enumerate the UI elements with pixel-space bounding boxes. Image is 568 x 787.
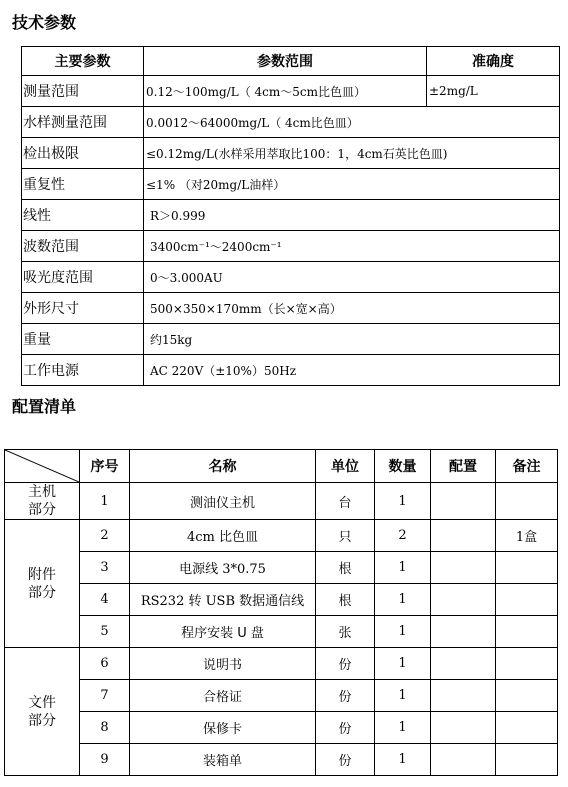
spec-header-accuracy: 准确度 <box>427 47 560 76</box>
row-cfg <box>431 712 496 744</box>
spec-range: 约15kg <box>144 324 560 355</box>
row-name: 电源线 3*0.75 <box>130 552 316 584</box>
row-cfg <box>431 616 496 648</box>
spec-name: 水样测量范围 <box>22 107 144 138</box>
config-row <box>5 744 558 776</box>
row-qty: 1 <box>375 616 431 648</box>
config-row <box>5 483 558 520</box>
spec-range: ≤0.12mg/L(水样采用萃取比100：1，4cm石英比色皿) <box>144 138 560 169</box>
row-qty: 1 <box>375 648 431 680</box>
row-unit: 份 <box>316 648 375 680</box>
spec-row <box>22 355 560 386</box>
row-unit: 根 <box>316 584 375 616</box>
spec-name: 检出极限 <box>22 138 144 169</box>
spec-range: 0.0012～64000mg/L（ 4cm比色皿） <box>144 107 560 138</box>
config-table <box>4 449 558 776</box>
row-note <box>496 584 558 616</box>
spec-row <box>22 231 560 262</box>
spec-range: 3400cm⁻¹～2400cm⁻¹ <box>144 231 560 262</box>
config-header-note: 备注 <box>496 450 558 483</box>
row-note <box>496 712 558 744</box>
spec-name: 外形尺寸 <box>22 293 144 324</box>
row-no: 5 <box>80 616 130 648</box>
diagonal-line <box>5 450 79 482</box>
row-cfg <box>431 680 496 712</box>
config-row <box>5 712 558 744</box>
group-host: 主机 部分 <box>5 483 80 520</box>
config-row <box>5 680 558 712</box>
spec-range: AC 220V（±10%）50Hz <box>144 355 560 386</box>
config-header-name: 名称 <box>130 450 316 483</box>
diagonal-header-cell <box>5 450 80 483</box>
row-cfg <box>431 520 496 552</box>
config-row <box>5 520 558 552</box>
row-no: 8 <box>80 712 130 744</box>
row-note: 1盒 <box>496 520 558 552</box>
row-qty: 1 <box>375 680 431 712</box>
config-header-cfg: 配置 <box>431 450 496 483</box>
config-row <box>5 584 558 616</box>
row-note <box>496 680 558 712</box>
row-qty: 1 <box>375 483 431 520</box>
row-qty: 1 <box>375 552 431 584</box>
spec-range: 500×350×170mm（长×宽×高） <box>144 293 560 324</box>
row-note <box>496 616 558 648</box>
config-row <box>5 648 558 680</box>
row-note <box>496 552 558 584</box>
row-unit: 份 <box>316 712 375 744</box>
spec-name: 吸光度范围 <box>22 262 144 293</box>
config-header-qty: 数量 <box>375 450 431 483</box>
row-no: 7 <box>80 680 130 712</box>
row-no: 3 <box>80 552 130 584</box>
row-cfg <box>431 584 496 616</box>
row-name: 说明书 <box>130 648 316 680</box>
config-header-unit: 单位 <box>316 450 375 483</box>
config-header-no: 序号 <box>80 450 130 483</box>
config-row <box>5 616 558 648</box>
spec-name: 工作电源 <box>22 355 144 386</box>
spec-row <box>22 262 560 293</box>
spec-header-range: 参数范围 <box>144 47 427 76</box>
spec-row <box>22 138 560 169</box>
spec-name: 重量 <box>22 324 144 355</box>
group-accessories: 附件 部分 <box>5 520 80 648</box>
spec-row <box>22 107 560 138</box>
config-section-title: 配置清单 <box>12 397 77 416</box>
spec-name: 测量范围 <box>22 76 144 107</box>
spec-range: 0～3.000AU <box>144 262 560 293</box>
row-no: 4 <box>80 584 130 616</box>
row-note <box>496 648 558 680</box>
config-header-row <box>5 450 558 483</box>
spec-row <box>22 169 560 200</box>
row-unit: 只 <box>316 520 375 552</box>
spec-row <box>22 200 560 231</box>
row-cfg <box>431 744 496 776</box>
row-note <box>496 744 558 776</box>
row-no: 2 <box>80 520 130 552</box>
spec-name: 线性 <box>22 200 144 231</box>
group-documents: 文件 部分 <box>5 648 80 776</box>
row-name: 程序安装 U 盘 <box>130 616 316 648</box>
row-name: 保修卡 <box>130 712 316 744</box>
row-no: 1 <box>80 483 130 520</box>
config-row <box>5 552 558 584</box>
row-unit: 份 <box>316 680 375 712</box>
row-cfg <box>431 552 496 584</box>
spec-range: R＞0.999 <box>144 200 560 231</box>
row-no: 9 <box>80 744 130 776</box>
spec-row <box>22 324 560 355</box>
row-qty: 1 <box>375 584 431 616</box>
row-qty: 1 <box>375 712 431 744</box>
row-unit: 根 <box>316 552 375 584</box>
row-qty: 2 <box>375 520 431 552</box>
row-cfg <box>431 648 496 680</box>
row-no: 6 <box>80 648 130 680</box>
spec-row <box>22 293 560 324</box>
spec-row <box>22 76 560 107</box>
spec-table <box>21 46 560 386</box>
spec-range: ≤1% （对20mg/L油样） <box>144 169 560 200</box>
spec-section-title: 技术参数 <box>12 13 77 32</box>
spec-header-row <box>22 47 560 76</box>
row-cfg <box>431 483 496 520</box>
row-unit: 份 <box>316 744 375 776</box>
row-name: 装箱单 <box>130 744 316 776</box>
spec-name: 波数范围 <box>22 231 144 262</box>
row-name: 合格证 <box>130 680 316 712</box>
row-name: RS232 转 USB 数据通信线 <box>130 584 316 616</box>
spec-accuracy: ±2mg/L <box>427 76 560 107</box>
row-note <box>496 483 558 520</box>
row-name: 4cm 比色皿 <box>130 520 316 552</box>
row-name: 测油仪主机 <box>130 483 316 520</box>
spec-range: 0.12～100mg/L（ 4cm～5cm比色皿） <box>144 76 427 107</box>
spec-header-param: 主要参数 <box>22 47 144 76</box>
row-unit: 台 <box>316 483 375 520</box>
row-unit: 张 <box>316 616 375 648</box>
row-qty: 1 <box>375 744 431 776</box>
spec-name: 重复性 <box>22 169 144 200</box>
